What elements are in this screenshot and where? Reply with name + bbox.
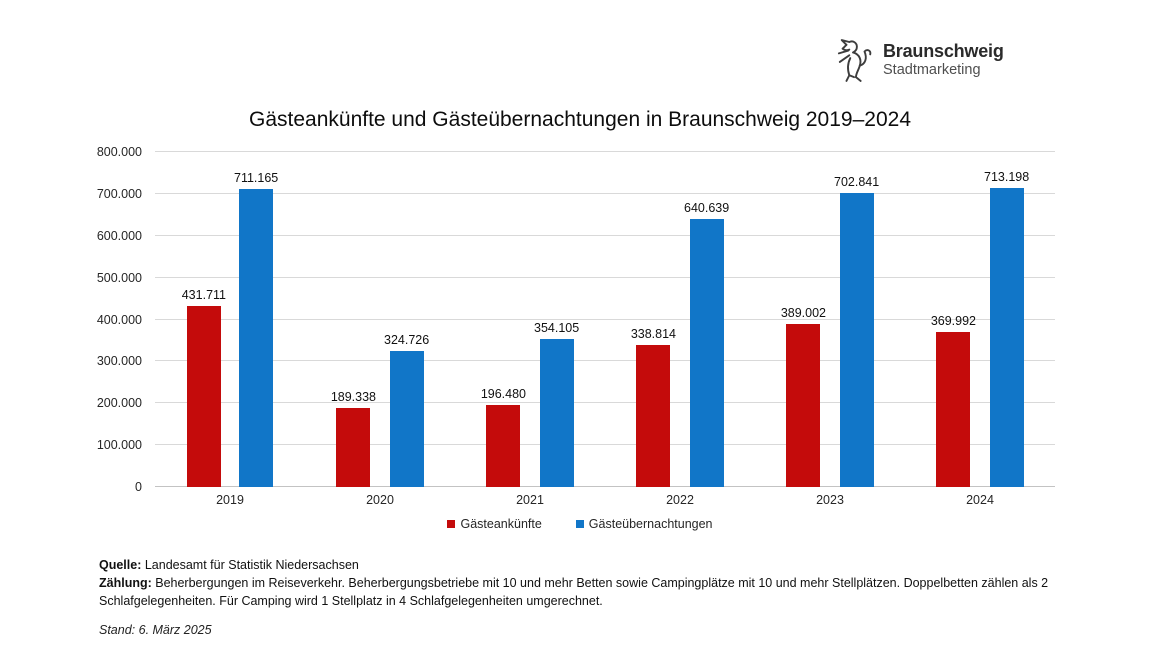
bar-column bbox=[631, 327, 676, 487]
bar-column bbox=[331, 390, 376, 487]
bar-chart-plot-area bbox=[155, 152, 1055, 487]
bar-column bbox=[384, 333, 429, 487]
x-axis-label-2020: 2020 bbox=[366, 493, 394, 507]
bar-gästeankünfte-2019 bbox=[187, 306, 221, 487]
data-label: 196.480 bbox=[480, 386, 526, 401]
source-notes bbox=[99, 556, 1089, 610]
chart-legend bbox=[0, 517, 1160, 531]
x-axis-label-2023: 2023 bbox=[816, 493, 844, 507]
bar-column bbox=[684, 201, 729, 487]
bar-column bbox=[534, 321, 579, 487]
x-axis-label-2021: 2021 bbox=[516, 493, 544, 507]
legend-label: Gästeübernachtungen bbox=[588, 517, 713, 531]
bar-column bbox=[834, 175, 879, 487]
y-axis-tick-label: 200.000 bbox=[96, 396, 142, 411]
data-label: 702.841 bbox=[834, 174, 880, 189]
data-label: 711.165 bbox=[234, 171, 279, 186]
data-label: 713.198 bbox=[984, 170, 1030, 185]
bar-gästeübernachtungen-2019 bbox=[239, 189, 273, 487]
data-label: 354.105 bbox=[534, 320, 580, 335]
y-axis-tick-label: 600.000 bbox=[96, 228, 142, 243]
bar-gästeübernachtungen-2021 bbox=[540, 339, 574, 487]
data-label: 431.711 bbox=[181, 288, 226, 303]
bar-group-2023 bbox=[755, 175, 905, 487]
bar-gästeübernachtungen-2020 bbox=[390, 351, 424, 487]
data-label: 189.338 bbox=[330, 389, 376, 404]
x-axis-label-2022: 2022 bbox=[666, 493, 694, 507]
y-axis-tick-label: 800.000 bbox=[96, 145, 142, 159]
data-label: 389.002 bbox=[780, 306, 826, 321]
bar-group-2019 bbox=[155, 171, 305, 487]
legend-item bbox=[576, 517, 713, 531]
y-axis bbox=[0, 145, 148, 494]
bar-gästeübernachtungen-2022 bbox=[690, 219, 724, 487]
logo-text bbox=[883, 42, 1004, 79]
legend-item bbox=[447, 517, 541, 531]
data-label: 369.992 bbox=[930, 314, 976, 329]
bar-groups bbox=[155, 152, 1055, 487]
as-of-date: Stand: 6. März 2025 bbox=[99, 623, 212, 637]
bar-gästeankünfte-2024 bbox=[936, 332, 970, 487]
legend-label: Gästeankünfte bbox=[460, 517, 542, 531]
bar-column bbox=[931, 314, 976, 487]
data-label: 338.814 bbox=[630, 327, 676, 342]
bar-gästeankünfte-2021 bbox=[486, 405, 520, 487]
x-axis-label-2024: 2024 bbox=[966, 493, 994, 507]
bar-column bbox=[182, 288, 226, 487]
bar-group-2022 bbox=[605, 201, 755, 487]
legend-swatch-icon bbox=[576, 520, 584, 528]
logo-brand-name: Braunschweig bbox=[883, 41, 1004, 62]
bar-gästeankünfte-2023 bbox=[786, 324, 820, 487]
y-axis-tick-label: 0 bbox=[135, 480, 142, 494]
bar-gästeübernachtungen-2024 bbox=[990, 188, 1024, 487]
legend-swatch-icon bbox=[447, 520, 455, 528]
x-axis bbox=[155, 493, 1055, 507]
source-label: Quelle: bbox=[99, 558, 142, 572]
count-method-text: Beherbergungen im Reiseverkehr. Beherbergungsbetriebe mit 10 und mehr Betten sowie Campingplätze mit 10 und mehr Stellplätzen. Doppelbetten zählen als 2 Schlafgelegenheiten. Für Camping wird 1 Stellplatz in 4 Schlafgelegenheiten umgerechnet. bbox=[99, 576, 1049, 608]
y-axis-tick-label: 500.000 bbox=[96, 270, 142, 285]
bar-gästeübernachtungen-2023 bbox=[840, 193, 874, 487]
bar-group-2020 bbox=[305, 333, 455, 487]
bar-column bbox=[984, 170, 1029, 487]
count-method-line bbox=[99, 574, 1089, 610]
data-label: 640.639 bbox=[684, 200, 730, 215]
x-axis-label-2019: 2019 bbox=[216, 493, 244, 507]
bar-group-2021 bbox=[455, 321, 605, 487]
count-method-label: Zählung: bbox=[99, 576, 152, 590]
chart-title: Gästeankünfte und Gästeübernachtungen in Braunschweig 2019–2024 bbox=[249, 108, 911, 131]
y-axis-tick-label: 700.000 bbox=[96, 186, 142, 201]
logo-brand-subtitle: Stadtmarketing bbox=[883, 62, 981, 79]
bar-column bbox=[234, 171, 278, 487]
bar-group-2024 bbox=[905, 170, 1055, 487]
y-axis-tick-label: 300.000 bbox=[96, 354, 142, 369]
bar-gästeankünfte-2020 bbox=[336, 408, 370, 487]
braunschweig-lion-icon bbox=[836, 38, 874, 84]
bar-column bbox=[781, 306, 826, 487]
source-line bbox=[99, 556, 1089, 574]
braunschweig-stadtmarketing-logo bbox=[836, 38, 1004, 84]
source-text: Landesamt für Statistik Niedersachsen bbox=[141, 558, 359, 572]
bar-gästeankünfte-2022 bbox=[636, 345, 670, 487]
data-label: 324.726 bbox=[384, 333, 430, 348]
y-axis-tick-label: 400.000 bbox=[96, 312, 142, 327]
bar-column bbox=[481, 387, 526, 487]
y-axis-tick-label: 100.000 bbox=[96, 438, 142, 453]
